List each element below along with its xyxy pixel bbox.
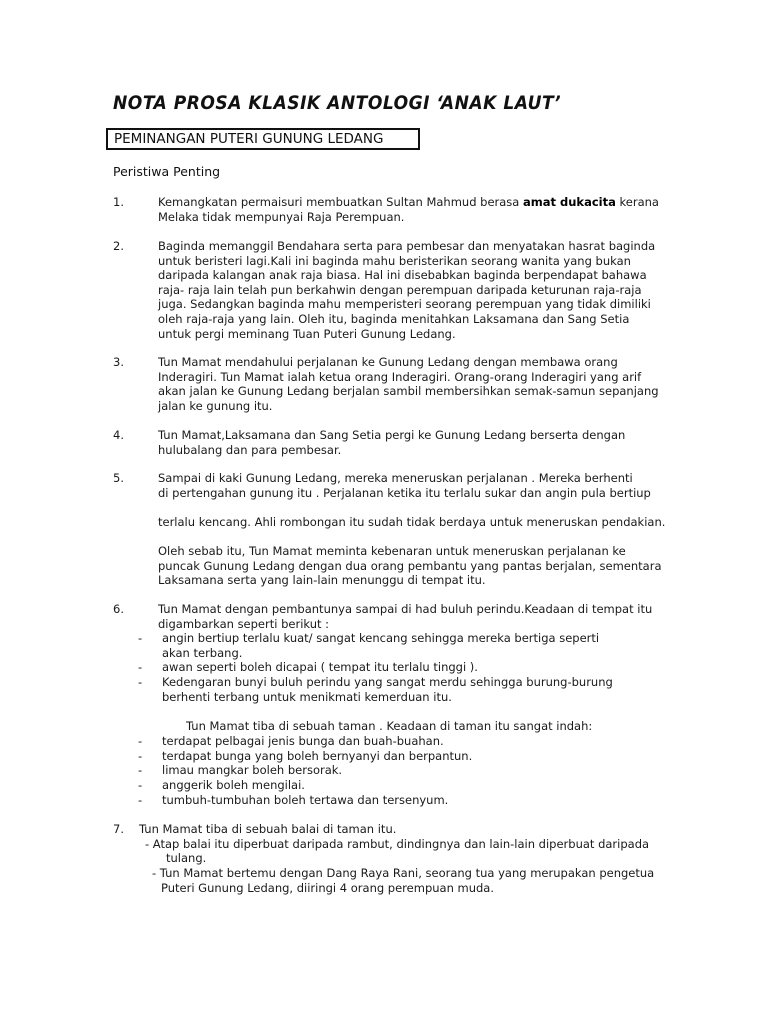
bullet-dash: - <box>138 660 143 674</box>
bullet-dash: - <box>138 763 143 777</box>
bullet-item: anggerik boleh mengilai. <box>162 778 305 792</box>
item-number: 2. <box>113 239 124 253</box>
bullet-item: awan seperti boleh dicapai ( tempat itu terlalu tinggi ). <box>162 660 478 674</box>
sub-item-line: tulang. <box>166 851 207 865</box>
item-line: puncak Gunung Ledang dengan dua orang pembantu yang pantas berjalan, sementara <box>158 558 662 573</box>
item-line: Tun Mamat,Laksamana dan Sang Setia pergi ke Gunung Ledang berserta dengan <box>158 428 626 442</box>
item-number: 5. <box>113 471 124 485</box>
document-title: NOTA PROSA KLASIK ANTOLOGI ‘ANAK LAUT’ <box>113 92 562 114</box>
list-item <box>158 239 656 341</box>
sub-item-line: Puteri Gunung Ledang, diiringi 4 orang perempuan muda. <box>161 881 495 895</box>
bullet-line: angin bertiup terlalu kuat/ sangat kencang sehingga mereka bertiga seperti <box>162 631 600 645</box>
item-line: untuk pergi meminang Tuan Puteri Gunung Ledang. <box>158 326 456 341</box>
list-item <box>158 471 650 500</box>
item-number: 4. <box>113 428 124 442</box>
bullet-dash: - <box>138 749 143 763</box>
list-item <box>158 602 653 631</box>
list-item: Tun Mamat tiba di sebuah balai di taman itu. <box>139 822 397 836</box>
item-line: Laksamana serta yang lain-lain menunggu di tempat itu. <box>158 573 486 588</box>
subheading: Peristiwa Penting <box>113 164 221 179</box>
bullet-item: terdapat bunga yang boleh bernyanyi dan berpantun. <box>162 749 473 763</box>
item-line: jalan ke gunung itu. <box>158 398 273 413</box>
item-line: Inderagiri. Tun Mamat ialah ketua orang Inderagiri. Orang-orang Inderagiri yang arif <box>158 369 642 384</box>
item-number: 6. <box>113 602 124 616</box>
bullet-item: tumbuh-tumbuhan boleh tertawa dan tersenyum. <box>162 793 449 807</box>
section-title: PEMINANGAN PUTERI GUNUNG LEDANG <box>114 131 384 147</box>
item-line: untuk beristeri lagi.Kali ini baginda mahu beristerikan seorang wanita yang bukan <box>158 253 631 268</box>
item-line: Kemangkatan permaisuri membuatkan Sultan Mahmud berasa amat dukacita kerana <box>158 195 659 209</box>
list-item <box>158 195 659 224</box>
item-number: 1. <box>113 195 124 209</box>
item-line: juga. Sedangkan baginda mahu memperisteri seorang perempuan yang tidak dimiliki <box>158 297 651 312</box>
bullet-line: akan terbang. <box>162 645 243 660</box>
sub-item-line: - Tun Mamat bertemu dengan Dang Raya Rani, seorang tua yang merupakan pengetua <box>152 866 655 880</box>
item-number: 3. <box>113 355 124 369</box>
item-line: Oleh sebab itu, Tun Mamat meminta kebenaran untuk meneruskan perjalanan ke <box>158 544 626 558</box>
item-line: raja- raja lain telah pun berkahwin dengan perempuan daripada keturunan raja-raja <box>158 282 642 297</box>
item-continuation: terlalu kencang. Ahli rombongan itu sudah tidak berdaya untuk meneruskan pendakian. <box>158 515 666 529</box>
bullet-item <box>162 675 613 704</box>
item-line: hulubalang dan para pembesar. <box>158 442 342 457</box>
list-item <box>158 355 659 413</box>
item-line: akan jalan ke Gunung Ledang berjalan sambil membersihkan semak-samun sepanjang <box>158 384 659 399</box>
item-line: Melaka tidak mempunyai Raja Perempuan. <box>158 209 405 224</box>
item-line: Tun Mamat dengan pembantunya sampai di had buluh perindu.Keadaan di tempat itu <box>158 602 653 616</box>
bullet-dash: - <box>138 734 143 748</box>
item-line: Tun Mamat mendahului perjalanan ke Gunung Ledang dengan membawa orang <box>158 355 618 369</box>
list-item <box>158 428 650 457</box>
sub-item-line: - Atap balai itu diperbuat daripada rambut, dindingnya dan lain-lain diperbuat daripada <box>145 837 650 851</box>
item-line: Sampai di kaki Gunung Ledang, mereka meneruskan perjalanan . Mereka berhenti <box>158 471 633 485</box>
item-number: 7. <box>113 822 124 836</box>
item-line: oleh raja-raja yang lain. Oleh itu, baginda menitahkan Laksamana dan Sang Setia <box>158 311 630 326</box>
bullet-item <box>162 631 599 660</box>
emphasis-text: amat dukacita <box>523 195 616 209</box>
bullet-dash: - <box>138 631 143 645</box>
item-line: digambarkan seperti berikut : <box>158 616 330 631</box>
bullet-item: limau mangkar boleh bersorak. <box>162 763 343 777</box>
bullet-item: terdapat pelbagai jenis bunga dan buah-buahan. <box>162 734 444 748</box>
garden-intro: Tun Mamat tiba di sebuah taman . Keadaan di taman itu sangat indah: <box>186 719 593 733</box>
item-line: Baginda memanggil Bendahara serta para pembesar dan menyatakan hasrat baginda <box>158 239 656 253</box>
bullet-dash: - <box>138 778 143 792</box>
bullet-dash: - <box>138 675 143 689</box>
item-paragraph <box>158 544 662 588</box>
bullet-dash: - <box>138 793 143 807</box>
bullet-line: berhenti terbang untuk menikmati kemerduan itu. <box>162 689 452 704</box>
item-line: di pertengahan gunung itu . Perjalanan ketika itu terlalu sukar dan angin pula bertiup <box>158 485 651 500</box>
item-line: daripada kalangan anak raja biasa. Hal ini disebabkan baginda berpendapat bahawa <box>158 268 647 283</box>
section-title-box <box>106 128 420 150</box>
bullet-line: Kedengaran bunyi buluh perindu yang sangat merdu sehingga burung-burung <box>162 675 613 689</box>
